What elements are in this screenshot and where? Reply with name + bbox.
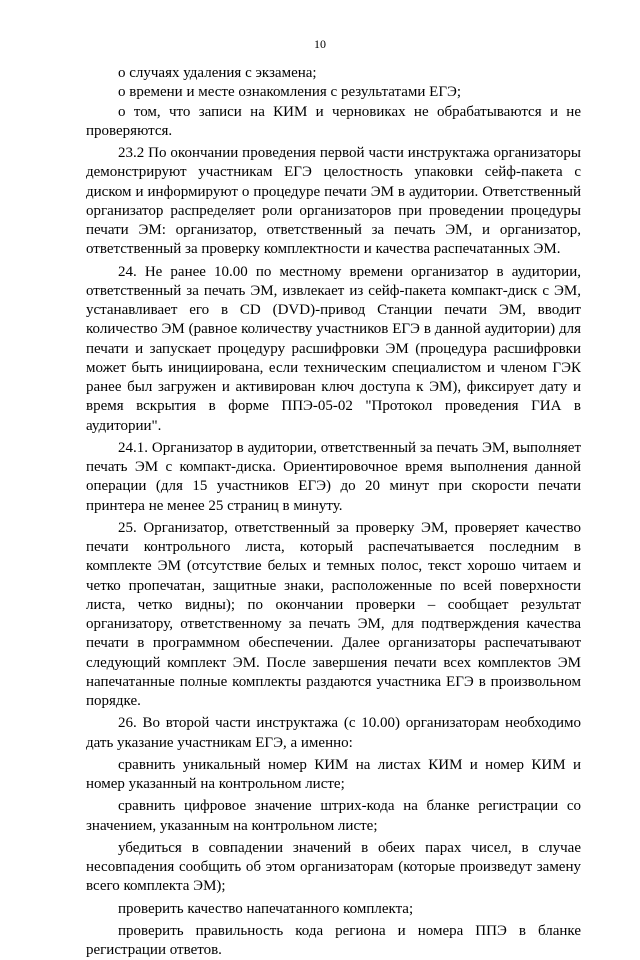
paragraph-drafts-not-checked: о том, что записи на КИМ и черновиках не обрабатываются и не проверяются. xyxy=(86,103,581,139)
document-body xyxy=(86,64,581,960)
paragraph-results-time: о времени и месте ознакомления с результатами ЕГЭ; xyxy=(118,84,462,101)
paragraph-25: 25. Организатор, ответственный за проверку ЭМ, проверяет качество печати контрольного листа, который распечатывается последним в комплекте ЭМ (отсутствие белых и темных полос, текст хорошо читаем и четко пропечатан, защитные знаки, расположенные по всей поверхности листа, четко видны); по окончании проверки – сообщает результат организатору, ответственному за печать ЭМ, для подтверждения качества печати в программном обеспечении. Далее организаторы распечатывают следующий комплект ЭМ. После завершения печати всех комплектов ЭМ напечатанные полные комплекты раздаются участника ЕГЭ в произвольном порядке. xyxy=(86,519,581,709)
list-item-compare-barcode: сравнить цифровое значение штрих-кода на бланке регистрации со значением, указанным на контрольном листе; xyxy=(86,798,581,834)
paragraph-26: 26. Во второй части инструктажа (с 10.00) организаторам необходимо дать указание участникам ЕГЭ, а именно: xyxy=(86,715,581,751)
paragraph-24-1: 24.1. Организатор в аудитории, ответственный за печать ЭМ, выполняет печать ЭМ с компакт-диска. Ориентировочное время выполнения данной операции (для 15 участников ЕГЭ) до 20 минут при скорости печати принтера не менее 25 страниц в минуту. xyxy=(86,439,581,514)
page-number: 10 xyxy=(314,37,326,51)
list-item-compare-kim: сравнить уникальный номер КИМ на листах КИМ и номер КИМ и номер указанный на контрольном листе; xyxy=(86,756,581,792)
paragraph-24: 24. Не ранее 10.00 по местному времени организатор в аудитории, ответственный за печать ЭМ, извлекает из сейф-пакета компакт-диск с ЭМ, устанавливает его в CD (DVD)-привод Станции печати ЭМ, вводит количество ЭМ (равное количеству участников ЕГЭ в данной аудитории) для печати и запускает процедуру расшифровки ЭМ (процедура расшифровки может быть инициирована, если техническим специалистом и членом ГЭК ранее был загружен и активирован ключ доступа к ЭМ), фиксирует дату и время вскрытия в форме ППЭ-05-02 "Протокол проведения ГИА в аудитории". xyxy=(86,263,581,434)
paragraph-exam-removal: о случаях удаления с экзамена; xyxy=(118,65,317,81)
list-item-check-quality: проверить качество напечатанного комплекта; xyxy=(118,900,414,917)
paragraph-23-2: 23.2 По окончании проведения первой части инструктажа организаторы демонстрируют участникам ЕГЭ целостность упаковки сейф-пакета с диском и информируют о процедуре печати ЭМ в аудитории. Ответственный организатор распределяет роли организаторов при проведении процедуры печати ЭМ: организатор, ответственный за печать ЭМ, и организатор, ответственный за проверку комплектности и качества распечатанных ЭМ. xyxy=(86,145,581,258)
list-item-check-region-code: проверить правильность кода региона и номера ППЭ в бланке регистрации ответов. xyxy=(86,922,581,958)
list-item-verify-match: убедиться в совпадении значений в обеих парах чисел, в случае несовпадения сообщить об этом организаторам (которые произведут замену всего комплекта ЭМ); xyxy=(86,839,581,895)
